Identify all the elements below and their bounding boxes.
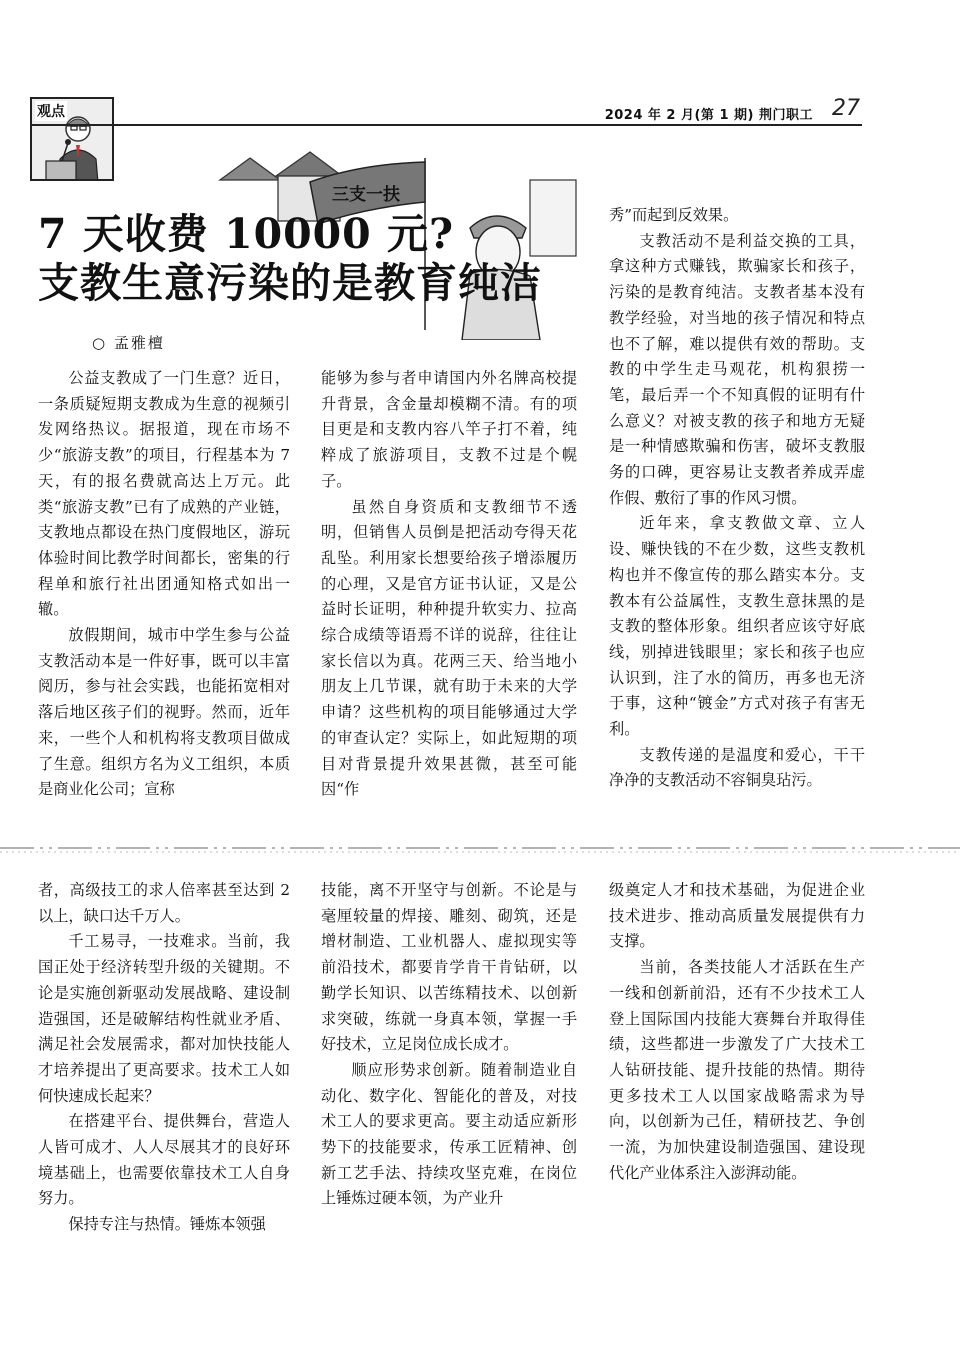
article-title-line2: 支教生意污染的是教育纯洁	[38, 259, 542, 307]
section-logo	[30, 97, 114, 181]
article-column-1	[38, 366, 290, 803]
article-column-3	[609, 203, 865, 794]
lower-column-1	[38, 878, 290, 1238]
paragraph: 公益支教成了一门生意？近日，一条质疑短期支教成为生意的视频引发网络热议。据报道，现在市场不少“旅游支教”的项目，行程基本为 7 天，有的报名费就高达上万元。此类“旅游支教”已有了成熟的产业链，支教地点都设在热门度假地区，游玩体验时间比教学时间都长，密集的行程单和旅行社出团通知格式如出一辙。	[38, 369, 290, 619]
issue-info: 2024 年 2 月(第 1 期) 荆门职工	[604, 108, 813, 123]
paragraph-continued: 秀”而起到反效果。	[609, 206, 739, 224]
article-title-line1: 7 天收费 10000 元?	[38, 210, 455, 258]
paragraph: 支教活动不是利益交换的工具，拿这种方式赚钱，欺骗家长和孩子，污染的是教育纯洁。支教者基本没有教学经验，对当地的孩子情况和特点也不了解，难以提供有效的帮助。支教的中学生走马观花，机构狠捞一笔，最后弄一个不知真假的证明有什么意义？对被支教的孩子和地方无疑是一种情感欺骗和伤害，破坏支教服务的口碑，更容易让支教者养成弄虚作假、敷衍了事的作风习惯。	[609, 231, 865, 507]
banner-text: 三支一扶	[332, 185, 400, 205]
paragraph: 顺应形势求创新。随着制造业自动化、数字化、智能化的普及，对技术工人的要求更高。要主动适应新形势下的技能要求，传承工匠精神、创新工艺手法、持续攻坚克难，在岗位上锤炼过硬本领，为产业升	[321, 1060, 577, 1208]
paragraph: 保持专注与热情。锤炼本领强	[68, 1215, 266, 1234]
paragraph: 当前，各类技能人才活跃在生产一线和创新前沿，还有不少技术工人登上国际国内技能大赛舞台并取得佳绩，这些都进一步激发了广大技术工人钻研技能、提升技能的热情。期待更多技术工人以国家战略需求为导向，以创新为己任，精研技艺、争创一流，为加快建设制造强国、建设现代化产业体系注入澎湃动能。	[609, 958, 865, 1182]
paragraph-continued: 能够为参与者申请国内外名牌高校提升背景，含金量却模糊不清。有的项目更是和支教内容八竿子打不着，纯粹成了旅游项目，支教不过是个幌子。	[321, 369, 577, 490]
paragraph-continued: 级奠定人才和技术基础，为促进企业技术进步、推动高质量发展提供有力支撑。	[609, 881, 865, 951]
paragraph-continued: 技能，离不开坚守与创新。不论是与毫厘较量的焊接、雕刻、砌筑，还是增材制造、工业机器人、虚拟现实等前沿技术，都要肯学肯干肯钻研，以勤学长知识、以苦练精技术、以创新求突破，练就一身真本领，掌握一手好技术，立足岗位成长成才。	[321, 881, 577, 1054]
article-column-2	[321, 366, 577, 803]
paragraph: 近年来，拿支教做文章、立人设、赚快钱的不在少数，这些支教机构也并不像宣传的那么踏实本分。支教本有公益属性，支教生意抹黑的是支教的整体形象。组织者应该守好底线，别掉进钱眼里；家长和孩子也应认识到，注了水的简历，再多也无济于事，这种“镀金”方式对孩子有害无利。	[609, 514, 865, 739]
paragraph: 放假期间，城市中学生参与公益支教活动本是一件好事，既可以丰富阅历，参与社会实践，也能拓宽相对落后地区孩子们的视野。然而，近年来，一些个人和机构将支教项目做成了生意。组织方名为义工组织，本质是商业化公司；宣称	[38, 626, 290, 799]
header-rule	[30, 124, 862, 126]
paragraph-continued: 者，高级技工的求人倍率甚至达到 2 以上，缺口达千万人。	[38, 881, 290, 925]
paragraph: 在搭建平台、提供舞台，营造人人皆可成才、人人尽展其才的良好环境基础上，也需要依靠技术工人自身努力。	[38, 1112, 290, 1208]
section-label: 观点	[35, 101, 67, 121]
lower-column-2	[321, 878, 577, 1212]
section-divider	[0, 846, 960, 854]
page-number: 27	[832, 96, 860, 121]
paragraph: 千工易寻，一技难求。当前，我国正处于经济转型升级的关键期。不论是实施创新驱动发展战略、建设制造强国，还是破解结构性就业矛盾、满足社会发展需求，都对加快技能人才培养提出了更高要求。技术工人如何快速成长起来？	[38, 932, 290, 1105]
paragraph: 支教传递的是温度和爱心，干干净净的支教活动不容铜臭玷污。	[609, 745, 865, 790]
lower-column-3	[609, 878, 865, 1186]
article-author: ○ 孟雅檀	[92, 334, 165, 352]
paragraph: 虽然自身资质和支教细节不透明，但销售人员倒是把活动夸得天花乱坠。利用家长想要给孩子增添履历的心理，又是官方证书认证，又是公益时长证明，种种提升软实力、拉高综合成绩等语焉不详的说辞，往往让家长信以为真。花两三天、给当地小朋友上几节课，就有助于未来的大学申请？这些机构的项目能够通过大学的审查认定？实际上，如此短期的项目对背景提升效果甚微，甚至可能因“作	[321, 497, 577, 799]
